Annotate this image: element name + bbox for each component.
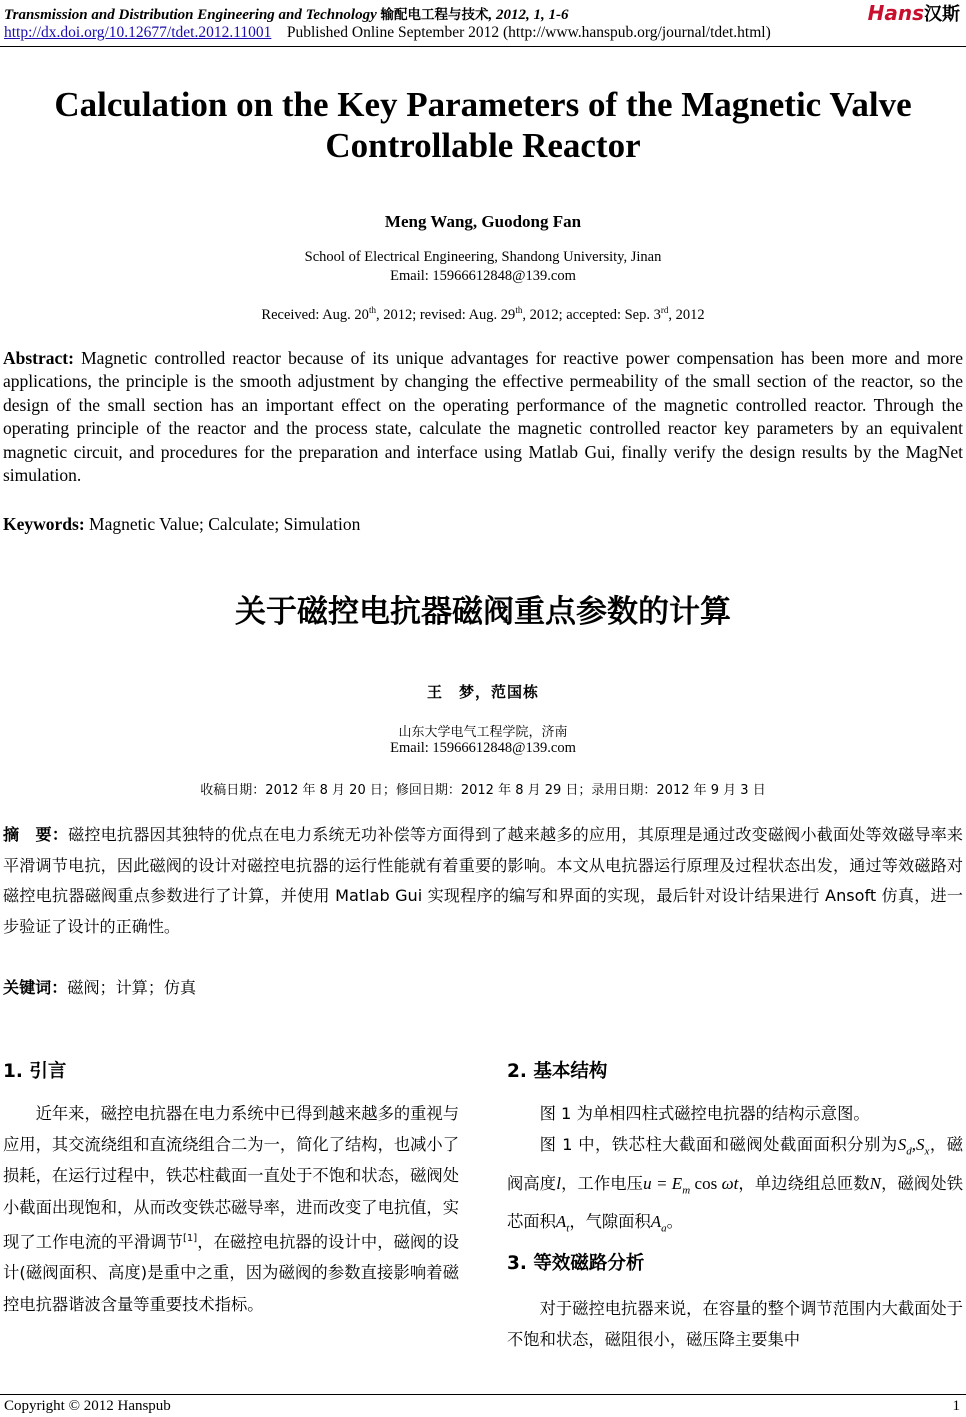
dates-en: Received: Aug. 20th, 2012; revised: Aug. 29th, 2012; accepted: Sep. 3rd, 2012 [261,305,705,323]
doi-line [4,24,771,42]
formula-sd-sx: $S_d,S_x$ [897,1135,930,1158]
section-2-paragraph-2: 图 1 中，铁芯柱大截面和磁阀处截面面积分别为$S_d,S_x$，磁阀高度l，工作电压$u = E_m$ cos ωt，单边绕组总匝数N，磁阀处铁芯面积$A_t$，气隙面积$A_a$。 [507,1135,964,1235]
doi-link[interactable]: http://dx.doi.org/10.12677/tdet.2012.11001 [4,24,272,41]
section-3-paragraph: 对于磁控电抗器来说，在容量的整个调节范围内大截面处于不饱和状态，磁阻很小，磁压降主要集中 [507,1299,963,1350]
paper-title-en [0,84,966,166]
footer-rule [0,1394,966,1395]
abstract-label-cn: 摘 要： [3,825,69,844]
email-en: Email: 15966612848@139.com [390,268,576,284]
abstract-label-en: Abstract: [3,348,74,368]
journal-issue: , 2012, 1, 1-6 [488,7,569,23]
journal-name-cn: 输配电工程与技术 [380,7,489,23]
abstract-cn [3,820,963,942]
affiliation-en: School of Electrical Engineering, Shandong University, Jinan [304,249,662,265]
affiliation-cn: 山东大学电气工程学院，济南 [398,725,568,740]
formula-voltage: $u = E_m$ cos ωt [643,1173,739,1197]
paper-title-cn: 关于磁控电抗器磁阀重点参数的计算 [235,594,731,630]
email-cn: Email: 15966612848@139.com [390,740,576,756]
keywords-en [3,513,963,536]
journal-name: Transmission and Distribution Engineering and Technology [4,7,377,23]
page-number: 1 [952,1398,960,1414]
formula-at: $A_t$ [555,1212,570,1235]
keywords-label-en: Keywords: [3,514,85,534]
keywords-cn [3,973,963,1004]
dates-cn: 收稿日期：2012 年 8 月 20 日；修回日期：2012 年 8 月 29 日；录用日期：2012 年 9 月 3 日 [200,783,766,798]
section-1-body [3,1098,459,1320]
keywords-label-cn: 关键词： [3,978,68,997]
section-1-heading: 1. 引言 [3,1061,67,1082]
keywords-text-en: Magnetic Value; Calculate; Simulation [84,514,361,534]
section-3-body [507,1293,963,1355]
title-line-1: Calculation on the Key Parameters of the Magnetic Valve [54,85,912,124]
logo-en: Hans [867,1,924,25]
section-3-heading: 3. 等效磁路分析 [507,1253,645,1274]
title-line-2: Controllable Reactor [325,126,641,165]
abstract-en [3,347,963,487]
abstract-text-en: Magnetic controlled reactor because of its unique advantages for reactive power compensation has been more and more applications, the principle is the smooth adjustment by changing the effective permeability of the small section of the reactor, so the design of the small section has an important effect on the operating performance of the magnetic controlled reactor. Through the operating principle of the reactor and the process state, calculate the magnetic controlled reactor key parameters by an equivalent magnetic circuit, and procedures for the preparation and interface using Matlab Gui, finally verify the design results by the MagNet simulation. [3,348,963,486]
abstract-text-cn: 磁控电抗器因其独特的优点在电力系统无功补偿等方面得到了越来越多的应用，其原理是通过改变磁阀小截面处等效磁导率来平滑调节电抗，因此磁阀的设计对磁控电抗器的运行性能就有着重要的影响。本文从电抗器运行原理及过程状态出发，通过等效磁路对磁控电抗器磁阀重点参数进行了计算，并使用 Matlab Gui 实现程序的编写和界面的实现，最后针对设计结果进行 Ansoft 仿真，进一步验证了设计的正确性。 [3,825,964,936]
authors-en: Meng Wang, Guodong Fan [384,212,582,231]
formula-l: l [556,1173,561,1193]
section-2-paragraph-1: 图 1 为单相四柱式磁控电抗器的结构示意图。 [539,1104,870,1123]
authors-cn: 王 梦，范国栋 [426,683,539,701]
publisher-logo [868,0,960,26]
published-info: Published Online September 2012 (http://www.hanspub.org/journal/tdet.html) [286,24,771,41]
citation-1: [1] [183,1232,198,1244]
header-rule [0,46,966,47]
formula-n: N [869,1173,881,1193]
logo-cn: 汉斯 [924,4,960,25]
formula-aa: $A_a$ [650,1212,667,1235]
section-1-paragraph: 近年来，磁控电抗器在电力系统中已得到越来越多的重视与应用，其交流绕组和直流绕组合二为一，简化了结构，也减小了损耗，在运行过程中，铁芯柱截面一直处于不饱和状态，磁阀处小截面出现饱和，从而改变铁芯磁导率，进而改变了电抗值，实现了工作电流的平滑调节[1]，在磁控电抗器的设计中，磁阀的设计(磁阀面积、高度)是重中之重，因为磁阀的参数直接影响着磁控电抗器谐波含量等重要技术指标。 [3,1104,459,1314]
journal-header [4,3,569,24]
keywords-text-cn: 磁阀；计算；仿真 [67,978,197,997]
section-2-body [507,1098,963,1245]
section-2-heading: 2. 基本结构 [507,1061,608,1082]
copyright: Copyright © 2012 Hanspub [4,1398,171,1414]
